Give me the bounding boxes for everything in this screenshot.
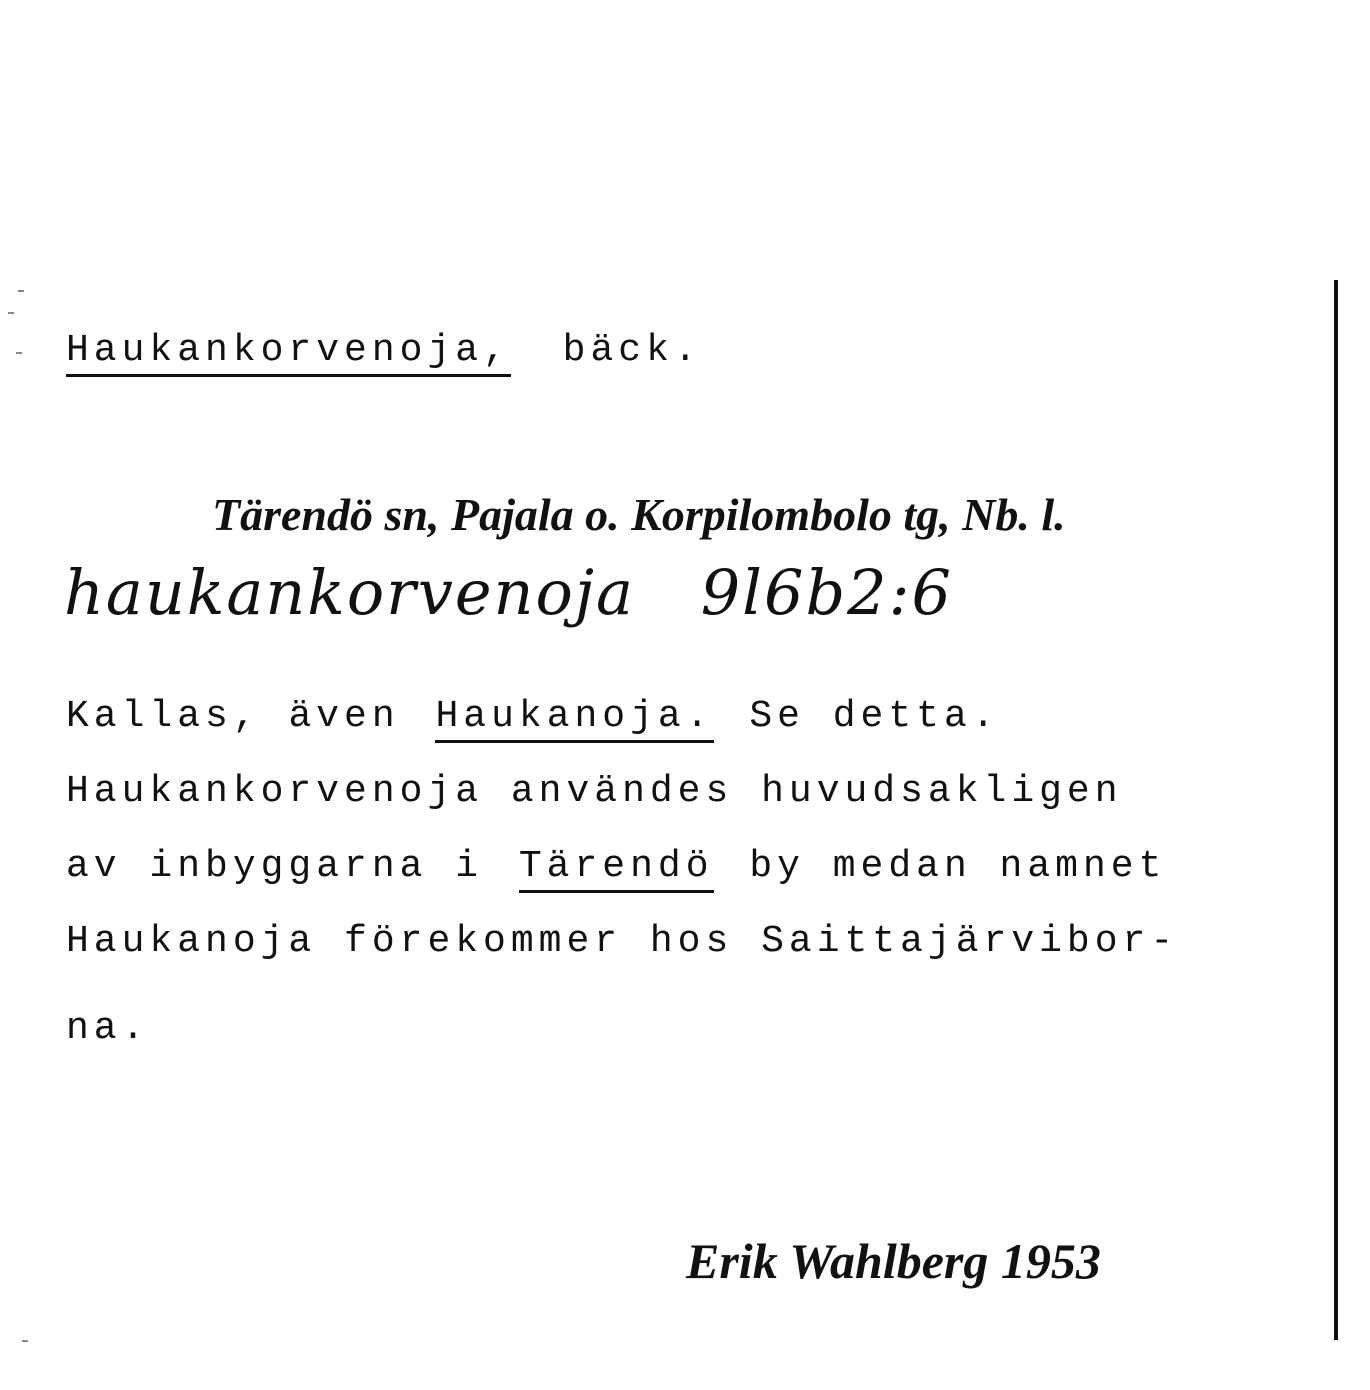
- body-text: Kallas,: [66, 695, 261, 738]
- body-text: av inbyggarna i: [66, 845, 484, 888]
- feature-type: bäck.: [562, 329, 702, 372]
- handwritten-line: [64, 556, 953, 629]
- speck: [8, 312, 14, 314]
- handwritten-reference: 9l6b2:6: [700, 556, 953, 629]
- location-line: Tärendö sn, Pajala o. Korpilombolo tg, Nb. l.: [212, 489, 1066, 540]
- body-line-1: [66, 695, 1000, 738]
- body-text: även: [288, 695, 400, 738]
- body-line-2: Haukankorvenoja användes huvudsakligen: [66, 770, 1123, 813]
- headword-line: [66, 329, 702, 372]
- speck: [22, 1340, 28, 1342]
- card-edge: [1334, 280, 1338, 1340]
- body-line-5: na.: [66, 1007, 150, 1050]
- handwritten-name: haukankorvenoja: [64, 556, 635, 629]
- body-text: by medan namnet: [749, 845, 1167, 888]
- body-text: Se detta.: [749, 695, 1000, 738]
- signature: Erik Wahlberg 1953: [686, 1233, 1101, 1289]
- body-line-4: Haukanoja förekommer hos Saittajärvibor-: [66, 920, 1179, 963]
- speck: [18, 290, 24, 292]
- headword: Haukankorvenoja,: [66, 329, 511, 377]
- village-reference: Tärendö: [519, 845, 714, 893]
- body-line-3: [66, 845, 1167, 888]
- speck: [16, 352, 22, 354]
- cross-reference: Haukanoja.: [435, 695, 713, 743]
